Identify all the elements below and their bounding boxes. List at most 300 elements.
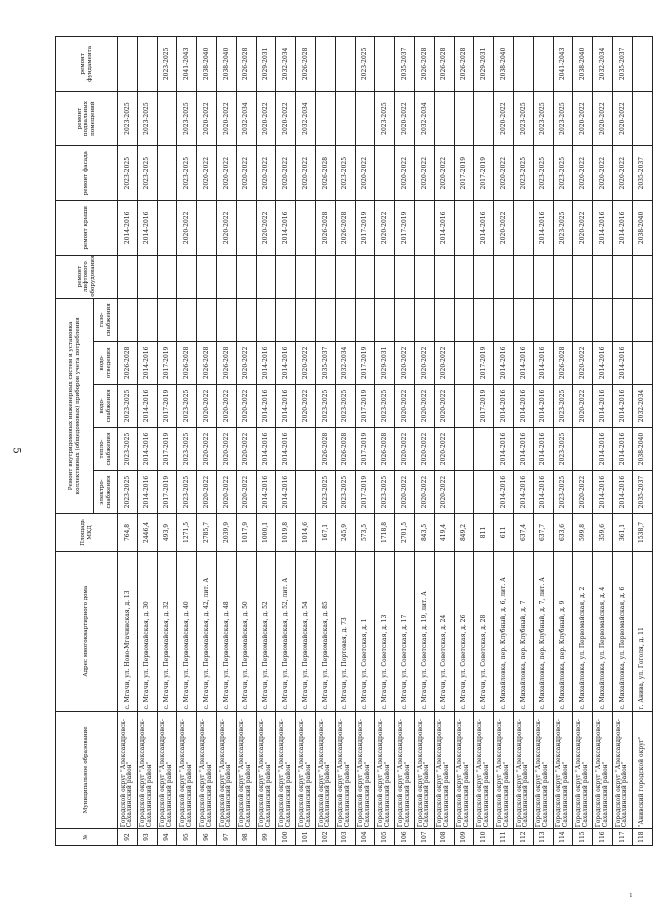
cell-addr: с. Мгачи, ул. Первомайская, д. 42, лит. А — [197, 551, 217, 711]
cell-n: 101 — [296, 829, 316, 846]
cell-lift — [632, 255, 652, 298]
cell-heat: 2020-2022 — [236, 427, 256, 470]
cell-area: 419,4 — [434, 514, 454, 552]
cell-lift — [454, 255, 474, 298]
cell-gas — [494, 298, 514, 341]
cell-roof: 2014-2016 — [137, 201, 157, 256]
cell-el: 2020-2022 — [395, 470, 415, 513]
cell-lift — [395, 255, 415, 298]
cell-heat: 2014-2016 — [593, 427, 613, 470]
cell-addr: с. Мгачи, ул. Первомайская, д. 85 — [315, 551, 335, 711]
cell-addr: с. Мгачи, ул. Первомайская, д. 50 — [236, 551, 256, 711]
cell-sewer: 2026-2028 — [216, 341, 236, 384]
cell-roof: 2014-2016 — [276, 201, 296, 256]
header-address: Адрес многоквартирного дома — [56, 551, 118, 711]
cell-base: 2023-2025 — [118, 91, 138, 146]
cell-area: 1538,7 — [632, 514, 652, 552]
table-row — [375, 37, 395, 846]
cell-facade: 2020-2022 — [612, 146, 632, 201]
cell-el: 2014-2016 — [276, 470, 296, 513]
cell-gas — [355, 298, 375, 341]
cell-facade — [375, 146, 395, 201]
cell-facade: 2023-2025 — [553, 146, 573, 201]
cell-found — [335, 37, 355, 92]
cell-addr: с. Мгачи, ул. Первомайская, д. 30 — [137, 551, 157, 711]
cell-sewer: 2020-2022 — [434, 341, 454, 384]
cell-addr: с. Михайловка, пер. Клубный, д. 6, лит. А — [494, 551, 514, 711]
cell-base — [434, 91, 454, 146]
table-row — [434, 37, 454, 846]
cell-found: 2023-2025 — [355, 37, 375, 92]
cell-lift — [118, 255, 138, 298]
cell-heat — [296, 427, 316, 470]
cell-addr: с. Мгачи, ул. Советская, д. 13 — [375, 551, 395, 711]
header-heat: тепло-снабжения — [94, 427, 118, 470]
cell-lift — [256, 255, 276, 298]
cell-facade: 2026-2028 — [315, 146, 335, 201]
table-row — [612, 37, 632, 846]
cell-addr: с. Мгачи, ул. Советская, д. 17 — [395, 551, 415, 711]
cell-base: 2023-2025 — [553, 91, 573, 146]
cell-addr: с. Мгачи, ул. Первомайская, д. 52, лит. А — [276, 551, 296, 711]
cell-area: 633,6 — [553, 514, 573, 552]
cell-base: 2023-2025 — [513, 91, 533, 146]
cell-sewer: 2017-2019 — [157, 341, 177, 384]
cell-addr: с. Михайловка, пер. Клубный, д. 7 — [513, 551, 533, 711]
cell-found — [533, 37, 553, 92]
table-row — [573, 37, 593, 846]
cell-roof — [157, 201, 177, 256]
cell-area: 167,1 — [315, 514, 335, 552]
header-basement: ремонт подвальных помещений — [56, 91, 118, 146]
cell-facade: 2020-2022 — [434, 146, 454, 201]
cell-gas — [632, 298, 652, 341]
cell-area: 2785,7 — [197, 514, 217, 552]
cell-heat: 2014-2016 — [513, 427, 533, 470]
cell-mun: Городской округ "Александровск-Сахалинский район" — [137, 711, 157, 829]
cell-lift — [612, 255, 632, 298]
cell-heat: 2020-2022 — [216, 427, 236, 470]
header-foundation: ремонт фундамента — [56, 37, 118, 92]
cell-base: 2020-2022 — [276, 91, 296, 146]
cell-n: 92 — [118, 829, 138, 846]
cell-base — [632, 91, 652, 146]
table-row — [177, 37, 197, 846]
table-row — [355, 37, 375, 846]
cell-water: 2023-2025 — [553, 384, 573, 427]
cell-sewer: 2032-2034 — [335, 341, 355, 384]
cell-lift — [513, 255, 533, 298]
cell-base: 2020-2022 — [256, 91, 276, 146]
cell-mun: Городской округ "Александровск-Сахалинский район" — [315, 711, 335, 829]
cell-roof: 2020-2022 — [573, 201, 593, 256]
cell-found: 2026-2028 — [414, 37, 434, 92]
cell-area: 1019,8 — [276, 514, 296, 552]
cell-gas — [513, 298, 533, 341]
cell-gas — [414, 298, 434, 341]
cell-base: 2032-2034 — [296, 91, 316, 146]
cell-heat — [474, 427, 494, 470]
cell-area: 1271,5 — [177, 514, 197, 552]
header-electro: электро-снабжения — [94, 470, 118, 513]
cell-facade: 2023-2025 — [533, 146, 553, 201]
cell-base: 2020-2022 — [395, 91, 415, 146]
header-facade: ремонт фасада — [56, 146, 118, 201]
cell-roof — [296, 201, 316, 256]
cell-facade: 2035-2037 — [632, 146, 652, 201]
cell-roof: 2020-2022 — [216, 201, 236, 256]
cell-mun: Городской округ "Александровск-Сахалинский район" — [375, 711, 395, 829]
cell-water: 2014-2016 — [276, 384, 296, 427]
cell-water: 2014-2016 — [593, 384, 613, 427]
cell-water: 2020-2022 — [434, 384, 454, 427]
cell-roof: 2014-2016 — [593, 201, 613, 256]
cell-el: 2023-2025 — [177, 470, 197, 513]
cell-mun: Городской округ "Александровск-Сахалинский район" — [513, 711, 533, 829]
table-row — [553, 37, 573, 846]
cell-water: 2017-2019 — [157, 384, 177, 427]
cell-mun: Городской округ "Александровск-Сахалинский район" — [236, 711, 256, 829]
cell-found: 2038-2040 — [197, 37, 217, 92]
cell-lift — [157, 255, 177, 298]
cell-el: 2023-2025 — [315, 470, 335, 513]
cell-area: 764,8 — [118, 514, 138, 552]
cell-mun: Городской округ "Александровск-Сахалинский район" — [494, 711, 514, 829]
cell-gas — [474, 298, 494, 341]
cell-mun: Городской округ "Александровск-Сахалинский район" — [296, 711, 316, 829]
cell-base: 2023-2025 — [137, 91, 157, 146]
cell-facade: 2020-2022 — [573, 146, 593, 201]
cell-water: 2020-2022 — [296, 384, 316, 427]
table-row — [335, 37, 355, 846]
table-row — [256, 37, 276, 846]
cell-roof: 2023-2025 — [553, 201, 573, 256]
cell-n: 113 — [533, 829, 553, 846]
cell-base: 2032-2034 — [414, 91, 434, 146]
cell-water: 2014-2016 — [137, 384, 157, 427]
cell-sewer: 2014-2016 — [533, 341, 553, 384]
cell-facade: 2020-2022 — [216, 146, 236, 201]
cell-facade: 2023-2025 — [118, 146, 138, 201]
cell-found: 2038-2040 — [573, 37, 593, 92]
cell-heat: 2026-2028 — [375, 427, 395, 470]
cell-lift — [137, 255, 157, 298]
cell-heat: 2014-2016 — [612, 427, 632, 470]
cell-n: 117 — [612, 829, 632, 846]
cell-gas — [137, 298, 157, 341]
cell-found — [118, 37, 138, 92]
cell-roof — [454, 201, 474, 256]
cell-gas — [276, 298, 296, 341]
table-row — [474, 37, 494, 846]
cell-n: 95 — [177, 829, 197, 846]
cell-heat — [454, 427, 474, 470]
cell-facade: 2020-2022 — [494, 146, 514, 201]
cell-area: 573,5 — [355, 514, 375, 552]
cell-addr: с. Мгачи, ул. Первомайская, д. 32 — [157, 551, 177, 711]
cell-roof: 2014-2016 — [612, 201, 632, 256]
cell-base: 2023-2025 — [177, 91, 197, 146]
cell-el: 2035-2037 — [632, 470, 652, 513]
cell-addr: с. Мгачи, ул. Ново-Мгачинская, д. 13 — [118, 551, 138, 711]
cell-mun: Городской округ "Александровск-Сахалинский район" — [256, 711, 276, 829]
cell-el: 2014-2016 — [494, 470, 514, 513]
cell-sewer: 2026-2028 — [553, 341, 573, 384]
cell-addr: г. Анива, ул. Гоголя, д. 11 — [632, 551, 652, 711]
cell-found: 2026-2028 — [236, 37, 256, 92]
cell-mun: Городской округ "Александровск-Сахалинский район" — [434, 711, 454, 829]
cell-area: 811 — [474, 514, 494, 552]
cell-water: 2023-2025 — [335, 384, 355, 427]
cell-heat: 2023-2025 — [553, 427, 573, 470]
cell-base: 2032-2034 — [236, 91, 256, 146]
cell-area: 637,4 — [513, 514, 533, 552]
cell-mun: Городской округ "Александровск-Сахалинский район" — [335, 711, 355, 829]
cell-addr: с. Мгачи, ул. Советская, д. 24 — [434, 551, 454, 711]
cell-area: 1718,8 — [375, 514, 395, 552]
cell-found: 2035-2037 — [395, 37, 415, 92]
cell-heat: 2023-2025 — [118, 427, 138, 470]
cell-water: 2020-2022 — [414, 384, 434, 427]
cell-n: 109 — [454, 829, 474, 846]
cell-n: 98 — [236, 829, 256, 846]
corner-mark: ı — [629, 891, 632, 899]
cell-n: 116 — [593, 829, 613, 846]
cell-found: 2038-2040 — [494, 37, 514, 92]
cell-area: 637,7 — [533, 514, 553, 552]
cell-lift — [375, 255, 395, 298]
cell-sewer: 2020-2022 — [296, 341, 316, 384]
table-row — [494, 37, 514, 846]
cell-el — [296, 470, 316, 513]
cell-water: 2014-2016 — [533, 384, 553, 427]
cell-lift — [236, 255, 256, 298]
cell-roof: 2026-2028 — [315, 201, 335, 256]
cell-base: 2020-2022 — [593, 91, 613, 146]
table-row — [197, 37, 217, 846]
cell-water: 2023-2025 — [315, 384, 335, 427]
cell-gas — [395, 298, 415, 341]
cell-sewer: 2020-2022 — [236, 341, 256, 384]
cell-facade: 2020-2022 — [276, 146, 296, 201]
cell-mun: Городской округ "Александровск-Сахалинский район" — [118, 711, 138, 829]
cell-mun: "Анивский городской округ" — [632, 711, 652, 829]
cell-roof — [414, 201, 434, 256]
cell-el: 2020-2022 — [216, 470, 236, 513]
table-row — [236, 37, 256, 846]
cell-heat: 2020-2022 — [434, 427, 454, 470]
cell-mun: Городской округ "Александровск-Сахалинский район" — [593, 711, 613, 829]
cell-gas — [612, 298, 632, 341]
cell-mun: Городской округ "Александровск-Сахалинский район" — [533, 711, 553, 829]
cell-addr: с. Мгачи, ул. Первомайская, д. 40 — [177, 551, 197, 711]
cell-n: 102 — [315, 829, 335, 846]
cell-gas — [454, 298, 474, 341]
cell-roof: 2014-2016 — [474, 201, 494, 256]
cell-n: 103 — [335, 829, 355, 846]
cell-base: 2020-2022 — [612, 91, 632, 146]
table-row — [593, 37, 613, 846]
cell-base: 2023-2025 — [533, 91, 553, 146]
cell-n: 99 — [256, 829, 276, 846]
cell-base: 2023-2025 — [375, 91, 395, 146]
cell-gas — [197, 298, 217, 341]
cell-facade: 2020-2022 — [395, 146, 415, 201]
cell-addr: с. Мгачи, ул. Первомайская, д. 52 — [256, 551, 276, 711]
cell-el — [474, 470, 494, 513]
cell-water: 2014-2016 — [494, 384, 514, 427]
cell-lift — [474, 255, 494, 298]
cell-sewer: 2014-2016 — [256, 341, 276, 384]
cell-heat: 2014-2016 — [494, 427, 514, 470]
cell-area: 849,2 — [454, 514, 474, 552]
cell-water: 2014-2016 — [612, 384, 632, 427]
cell-mun: Городской округ "Александровск-Сахалинский район" — [395, 711, 415, 829]
cell-base — [157, 91, 177, 146]
cell-facade: 2020-2022 — [296, 146, 316, 201]
cell-el: 2020-2022 — [434, 470, 454, 513]
cell-roof: 2026-2028 — [335, 201, 355, 256]
cell-sewer: 2026-2028 — [197, 341, 217, 384]
header-engineering-group: Ремонт внутридомовых инженерных систем и установка коллективных (общедомовых) приборов учета потребления — [56, 298, 94, 513]
header-area: Площадь МКД — [56, 514, 118, 552]
cell-roof: 2017-2019 — [395, 201, 415, 256]
cell-sewer: 2035-2037 — [315, 341, 335, 384]
cell-el: 2014-2016 — [513, 470, 533, 513]
cell-n: 115 — [573, 829, 593, 846]
cell-water: 2032-2034 — [632, 384, 652, 427]
cell-found: 2029-2031 — [474, 37, 494, 92]
cell-water: 2020-2022 — [236, 384, 256, 427]
cell-roof: 2020-2022 — [494, 201, 514, 256]
cell-heat: 2026-2028 — [335, 427, 355, 470]
cell-heat: 2038-2040 — [632, 427, 652, 470]
cell-heat: 2014-2016 — [276, 427, 296, 470]
cell-area: 2446,4 — [137, 514, 157, 552]
table-row — [216, 37, 236, 846]
cell-el: 2014-2016 — [612, 470, 632, 513]
table-row — [276, 37, 296, 846]
cell-el: 2014-2016 — [533, 470, 553, 513]
table-row — [414, 37, 434, 846]
cell-area: 1017,9 — [236, 514, 256, 552]
cell-mun: Городской округ "Александровск-Сахалинский район" — [414, 711, 434, 829]
cell-found: 2026-2028 — [454, 37, 474, 92]
rotated-page — [55, 36, 646, 846]
cell-facade: 2020-2022 — [197, 146, 217, 201]
cell-el: 2020-2022 — [197, 470, 217, 513]
cell-gas — [533, 298, 553, 341]
cell-addr: с. Мгачи, ул. Первомайская, д. 54 — [296, 551, 316, 711]
cell-facade: 2023-2025 — [177, 146, 197, 201]
cell-lift — [593, 255, 613, 298]
cell-n: 105 — [375, 829, 395, 846]
header-lift: ремонт лифтового оборудования — [56, 255, 118, 298]
cell-area: 493,9 — [157, 514, 177, 552]
header-municipality: Муниципальное образование — [56, 711, 118, 829]
cell-roof: 2020-2022 — [177, 201, 197, 256]
cell-addr: с. Михайловка, ул. Первомайская, д. 4 — [593, 551, 613, 711]
cell-heat: 2020-2022 — [414, 427, 434, 470]
cell-found: 2026-2028 — [296, 37, 316, 92]
cell-lift — [533, 255, 553, 298]
cell-el: 2020-2022 — [573, 470, 593, 513]
cell-base: 2020-2022 — [573, 91, 593, 146]
cell-n: 93 — [137, 829, 157, 846]
cell-lift — [553, 255, 573, 298]
cell-heat — [573, 427, 593, 470]
cell-gas — [573, 298, 593, 341]
cell-lift — [296, 255, 316, 298]
cell-water: 2020-2022 — [573, 384, 593, 427]
cell-addr: с. Мгачи, ул. Советская, д. 26 — [454, 551, 474, 711]
cell-addr: с. Михайловка, ул. Первомайская, д. 6 — [612, 551, 632, 711]
cell-gas — [553, 298, 573, 341]
cell-water: 2014-2016 — [256, 384, 276, 427]
cell-lift — [216, 255, 236, 298]
cell-gas — [315, 298, 335, 341]
cell-n: 114 — [553, 829, 573, 846]
cell-base — [335, 91, 355, 146]
cell-lift — [197, 255, 217, 298]
cell-facade: 2023-2025 — [513, 146, 533, 201]
header-water: водо-снабжения — [94, 384, 118, 427]
cell-n: 110 — [474, 829, 494, 846]
cell-el: 2020-2022 — [236, 470, 256, 513]
cell-base — [474, 91, 494, 146]
cell-water: 2017-2019 — [474, 384, 494, 427]
cell-el: 2020-2022 — [414, 470, 434, 513]
cell-el: 2014-2016 — [137, 470, 157, 513]
cell-heat: 2023-2025 — [177, 427, 197, 470]
cell-gas — [118, 298, 138, 341]
cell-base — [315, 91, 335, 146]
cell-facade: 2020-2022 — [236, 146, 256, 201]
cell-found: 2035-2037 — [612, 37, 632, 92]
cell-lift — [315, 255, 335, 298]
cell-n: 94 — [157, 829, 177, 846]
cell-lift — [276, 255, 296, 298]
cell-sewer: 2014-2016 — [612, 341, 632, 384]
cell-el: 2017-2019 — [157, 470, 177, 513]
cell-found: 2029-2031 — [256, 37, 276, 92]
capital-repair-table — [55, 36, 653, 846]
cell-lift — [573, 255, 593, 298]
cell-area: 361,1 — [612, 514, 632, 552]
header-roof: ремонт крыши — [56, 201, 118, 256]
cell-sewer: 2026-2028 — [177, 341, 197, 384]
cell-facade: 2023-2025 — [137, 146, 157, 201]
cell-found: 2023-2025 — [157, 37, 177, 92]
cell-addr: с. Михайловка, ул. Первомайская, д. 2 — [573, 551, 593, 711]
table-row — [632, 37, 652, 846]
cell-mun: Городской округ "Александровск-Сахалинский район" — [573, 711, 593, 829]
cell-lift — [177, 255, 197, 298]
cell-found — [632, 37, 652, 92]
cell-found — [315, 37, 335, 92]
cell-heat: 2020-2022 — [395, 427, 415, 470]
cell-addr: с. Мгачи, ул. Советская, д. 1 — [355, 551, 375, 711]
cell-mun: Городской округ "Александровск-Сахалинский район" — [177, 711, 197, 829]
cell-roof — [236, 201, 256, 256]
cell-sewer — [632, 341, 652, 384]
cell-base — [454, 91, 474, 146]
cell-base: 2020-2022 — [494, 91, 514, 146]
cell-mun: Городской округ "Александровск-Сахалинский район" — [276, 711, 296, 829]
cell-el: 2014-2016 — [256, 470, 276, 513]
cell-area: 1014,6 — [296, 514, 316, 552]
cell-n: 108 — [434, 829, 454, 846]
